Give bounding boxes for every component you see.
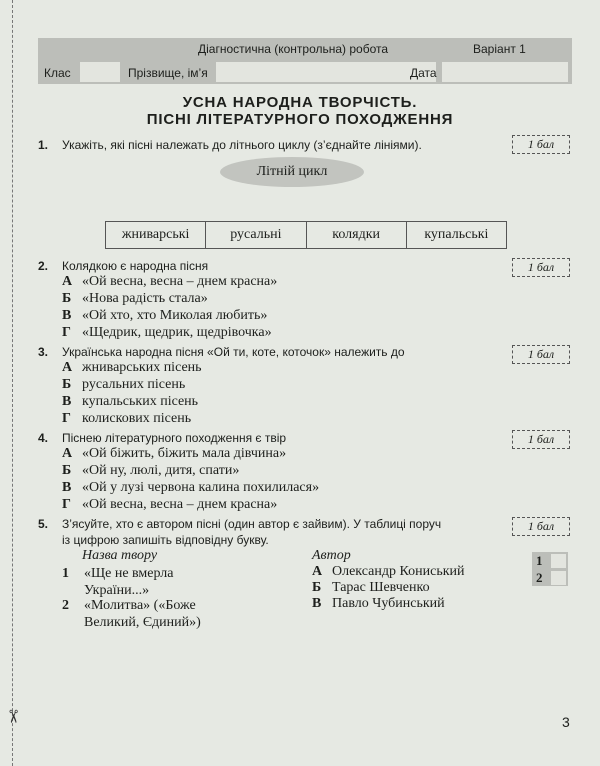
variant-label: Варіант 1 [473,42,526,56]
q4-number: 4. [38,431,49,445]
name-field[interactable] [216,62,436,82]
works-column-header: Назва твору [82,548,158,563]
q5-text-line1: З’ясуйте, хто є автором пісні (один автор є зайвим). У таблиці поруч [62,517,442,531]
q3-text: Українська народна пісня «Ой ти, коте, коточок» належить до [62,345,405,359]
q4-option[interactable]: В «Ой у лузі червона калина похилилася» [62,480,320,495]
q4-option[interactable]: Г «Ой весна, весна – днем красна» [62,497,278,512]
answer-row-number: 1 [536,553,543,568]
q4-text: Піснею літературного походження є твір [62,431,287,445]
author-item: А Олександр Кониський [312,564,465,579]
answer-cell-2[interactable] [551,571,566,585]
worksheet-header [38,38,572,84]
q2-option[interactable]: Б «Нова радість стала» [62,291,208,306]
q3-option[interactable]: В купальських пісень [62,394,199,409]
song-cell[interactable]: жниварські [106,222,206,248]
q2-option[interactable]: А «Ой весна, весна – днем красна» [62,274,278,289]
date-field[interactable] [442,62,568,82]
scissors-icon: ✂ [2,708,24,725]
work-item: 1 «Ще не вмерла України...» [62,566,174,598]
q3-option[interactable]: Г колискових пісень [62,411,192,426]
author-item: Б Тарас Шевченко [312,580,430,595]
q5-text-line2: із цифрою запишіть відповідну букву. [62,533,269,547]
name-label: Прізвище, ім’я [128,66,208,80]
q3-number: 3. [38,345,49,359]
q5-number: 5. [38,517,49,531]
work-item: 2 «Молитва» («Боже Великий, Єдиний») [62,598,201,630]
answer-row-number: 2 [536,570,543,585]
q4-points: 1 бал [512,430,570,449]
q5-points: 1 бал [512,517,570,536]
section-heading-line1: УСНА НАРОДНА ТВОРЧІСТЬ. [182,94,418,111]
q3-option[interactable]: Б русальних пісень [62,377,186,392]
q2-text: Колядкою є народна пісня [62,259,209,273]
q2-number: 2. [38,259,49,273]
q4-option[interactable]: А «Ой біжить, біжить мала дівчина» [62,446,287,461]
song-cell[interactable]: колядки [307,222,407,248]
song-cell[interactable]: купальські [424,227,489,242]
q4-option[interactable]: Б «Ой ну, люлі, дитя, спати» [62,463,240,478]
q2-option[interactable]: В «Ой хто, хто Миколая любить» [62,308,268,323]
author-item: В Павло Чубинський [312,596,445,611]
summer-cycle-oval[interactable]: Літній цикл [220,157,364,187]
song-cell[interactable]: русальні [206,222,306,248]
worksheet-title: Діагностична (контрольна) робота [198,42,389,56]
q1-points: 1 бал [512,135,570,154]
q1-text: Укажіть, які пісні належать до літнього циклу (з’єднайте лініями). [62,138,422,152]
q2-option[interactable]: Г «Щедрик, щедрик, щедрівочка» [62,325,272,340]
songs-table [105,221,507,249]
answer-table [532,552,568,586]
section-heading-line2: ПІСНІ ЛІТЕРАТУРНОГО ПОХОДЖЕННЯ [146,111,454,128]
answer-cell-1[interactable] [551,554,566,568]
q3-points: 1 бал [512,345,570,364]
class-field[interactable] [80,62,120,82]
authors-column-header: Автор [312,548,351,563]
date-label: Дата [410,66,437,80]
page-number: 3 [562,714,570,730]
q3-option[interactable]: А жниварських пісень [62,360,202,375]
q2-points: 1 бал [512,258,570,277]
class-label: Клас [44,66,71,80]
q1-number: 1. [38,138,49,152]
